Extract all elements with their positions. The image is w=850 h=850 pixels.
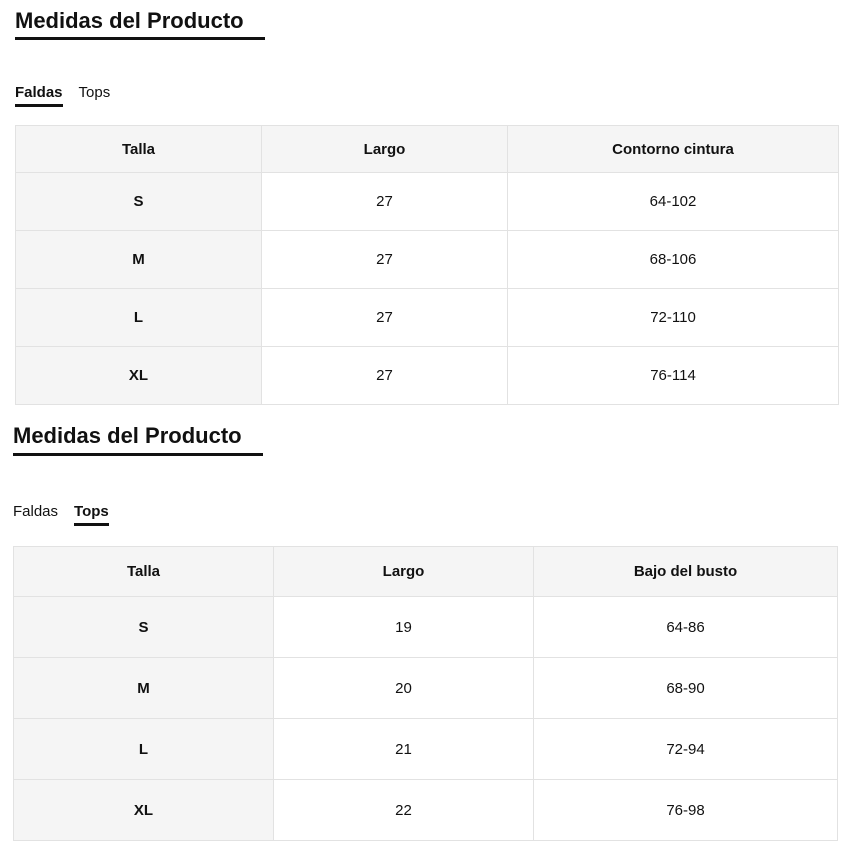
size-guide-panel-faldas (0, 0, 850, 410)
tab-faldas[interactable]: Faldas (15, 84, 63, 107)
section-title: Medidas del Producto (15, 8, 244, 33)
size-cell: L (14, 719, 274, 780)
table-row (14, 719, 838, 780)
column-header-talla: Talla (16, 126, 262, 173)
size-cell: S (14, 597, 274, 658)
table-row (16, 289, 839, 347)
tab-tops[interactable]: Tops (78, 84, 111, 101)
size-table (15, 125, 839, 405)
size-cell: M (14, 658, 274, 719)
largo-cell: 22 (274, 780, 534, 841)
column-header-talla: Talla (14, 547, 274, 597)
table-row (16, 231, 839, 289)
table-row (14, 597, 838, 658)
table-row (14, 658, 838, 719)
contorno-cintura-cell: 76-114 (508, 347, 839, 405)
bajo-del-busto-cell: 68-90 (534, 658, 838, 719)
largo-cell: 20 (274, 658, 534, 719)
section-title: Medidas del Producto (13, 423, 242, 448)
table-header-row (16, 126, 839, 173)
size-cell: XL (16, 347, 262, 405)
size-guide-panel-tops (0, 415, 850, 850)
largo-cell: 27 (262, 231, 508, 289)
title-underline (15, 37, 265, 40)
size-cell: XL (14, 780, 274, 841)
contorno-cintura-cell: 72-110 (508, 289, 839, 347)
table-row (14, 780, 838, 841)
largo-cell: 21 (274, 719, 534, 780)
size-cell: S (16, 173, 262, 231)
size-table (13, 546, 838, 841)
bajo-del-busto-cell: 72-94 (534, 719, 838, 780)
column-header-contorno-cintura: Contorno cintura (508, 126, 839, 173)
bajo-del-busto-cell: 76-98 (534, 780, 838, 841)
largo-cell: 27 (262, 289, 508, 347)
size-cell: M (16, 231, 262, 289)
column-header-largo: Largo (274, 547, 534, 597)
table-row (16, 347, 839, 405)
contorno-cintura-cell: 68-106 (508, 231, 839, 289)
tab-faldas[interactable]: Faldas (13, 503, 59, 520)
contorno-cintura-cell: 64-102 (508, 173, 839, 231)
size-cell: L (16, 289, 262, 347)
bajo-del-busto-cell: 64-86 (534, 597, 838, 658)
title-underline (13, 453, 263, 456)
tab-bar (15, 84, 110, 107)
table-row (16, 173, 839, 231)
largo-cell: 19 (274, 597, 534, 658)
tab-bar (13, 503, 109, 526)
largo-cell: 27 (262, 347, 508, 405)
column-header-bajo-del-busto: Bajo del busto (534, 547, 838, 597)
largo-cell: 27 (262, 173, 508, 231)
tab-tops[interactable]: Tops (74, 503, 109, 526)
column-header-largo: Largo (262, 126, 508, 173)
table-header-row (14, 547, 838, 597)
